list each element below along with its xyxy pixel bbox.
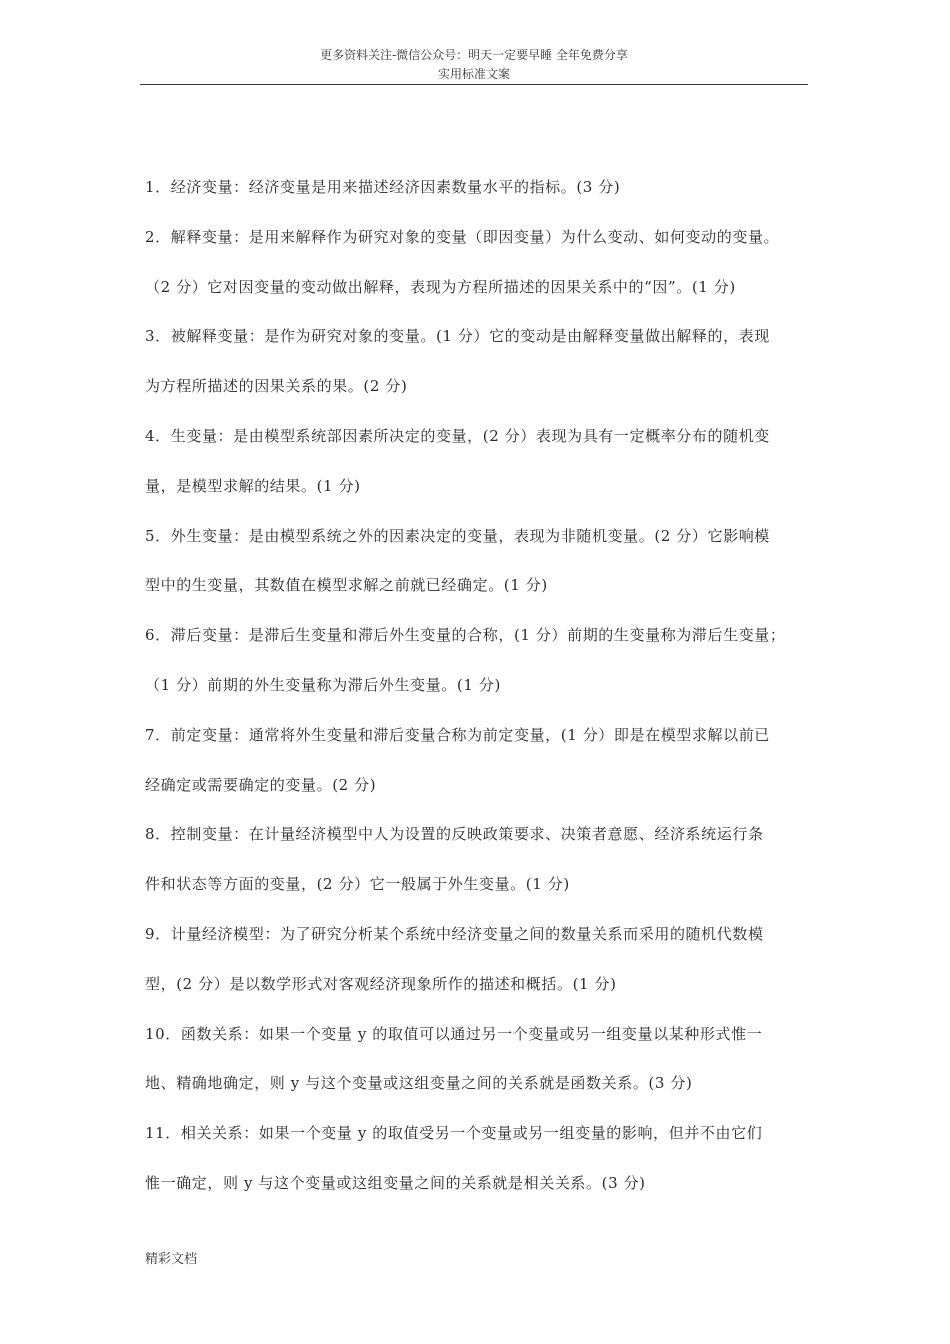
text-line: 2．解释变量：是用来解释作为研究对象的变量（即因变量）为什么变动、如何变动的变量。 <box>145 227 780 246</box>
text-line: 9．计量经济模型：为了研究分析某个系统中经济变量之间的数量关系而采用的随机代数模 <box>145 924 764 943</box>
text-line: 6．滞后变量：是滞后生变量和滞后外生变量的合称，(1 分）前期的生变量称为滞后生变量； <box>145 626 786 645</box>
text-line: 7．前定变量：通常将外生变量和滞后变量合称为前定变量，(1 分）即是在模型求解以前已 <box>145 725 770 744</box>
text-line: 件和状态等方面的变量，(2 分）它一般属于外生变量。(1 分) <box>145 875 570 894</box>
header-subtitle: 实用标准文案 <box>437 67 510 81</box>
text-line: 为方程所描述的因果关系的果。(2 分) <box>145 377 408 396</box>
document-body <box>145 168 809 1214</box>
text-line: 5．外生变量：是由模型系统之外的因素决定的变量，表现为非随机变量。(2 分）它影响模 <box>145 526 770 545</box>
text-line: 3．被解释变量：是作为研究对象的变量。(1 分）它的变动是由解释变量做出解释的，表现 <box>145 327 770 346</box>
text-line: 10．函数关系：如果一个变量 y 的取值可以通过另一个变量或另一组变量以某种形式惟一 <box>145 1024 763 1043</box>
text-line: 型中的生变量，其数值在模型求解之前就已经确定。(1 分) <box>145 576 548 595</box>
text-line: （1 分）前期的外生变量称为滞后外生变量。(1 分) <box>145 675 501 694</box>
text-line: 量，是模型求解的结果。(1 分) <box>145 476 361 495</box>
text-line: 4．生变量：是由模型系统部因素所决定的变量，(2 分）表现为具有一定概率分布的随机变 <box>145 426 770 445</box>
text-line: 11．相关关系：如果一个变量 y 的取值受另一个变量或另一组变量的影响，但并不由它们 <box>145 1124 763 1143</box>
page-footer: 精彩文档 <box>145 1252 198 1267</box>
text-line: （2 分）它对因变量的变动做出解释，表现为方程所描述的因果关系中的“因”。(1 分) <box>145 277 736 296</box>
header-divider <box>140 84 808 85</box>
text-line: 8．控制变量：在计量经济模型中人为设置的反映政策要求、决策者意愿、经济系统运行条 <box>145 825 764 844</box>
header-promo-text: 更多资料关注-微信公众号：明天一定要早睡 全年免费分享 <box>320 48 628 62</box>
text-line: 型，(2 分）是以数学形式对客观经济现象所作的描述和概括。(1 分) <box>145 974 617 993</box>
text-line: 1．经济变量：经济变量是用来描述经济因素数量水平的指标。(3 分) <box>145 178 621 196</box>
text-line: 惟一确定，则 y 与这个变量或这组变量之间的关系就是相关关系。(3 分) <box>145 1173 646 1192</box>
text-line: 地、精确地确定，则 y 与这个变量或这组变量之间的关系就是函数关系。(3 分) <box>145 1074 693 1093</box>
text-line: 经确定或需要确定的变量。(2 分) <box>145 775 377 794</box>
page-header <box>140 46 808 85</box>
